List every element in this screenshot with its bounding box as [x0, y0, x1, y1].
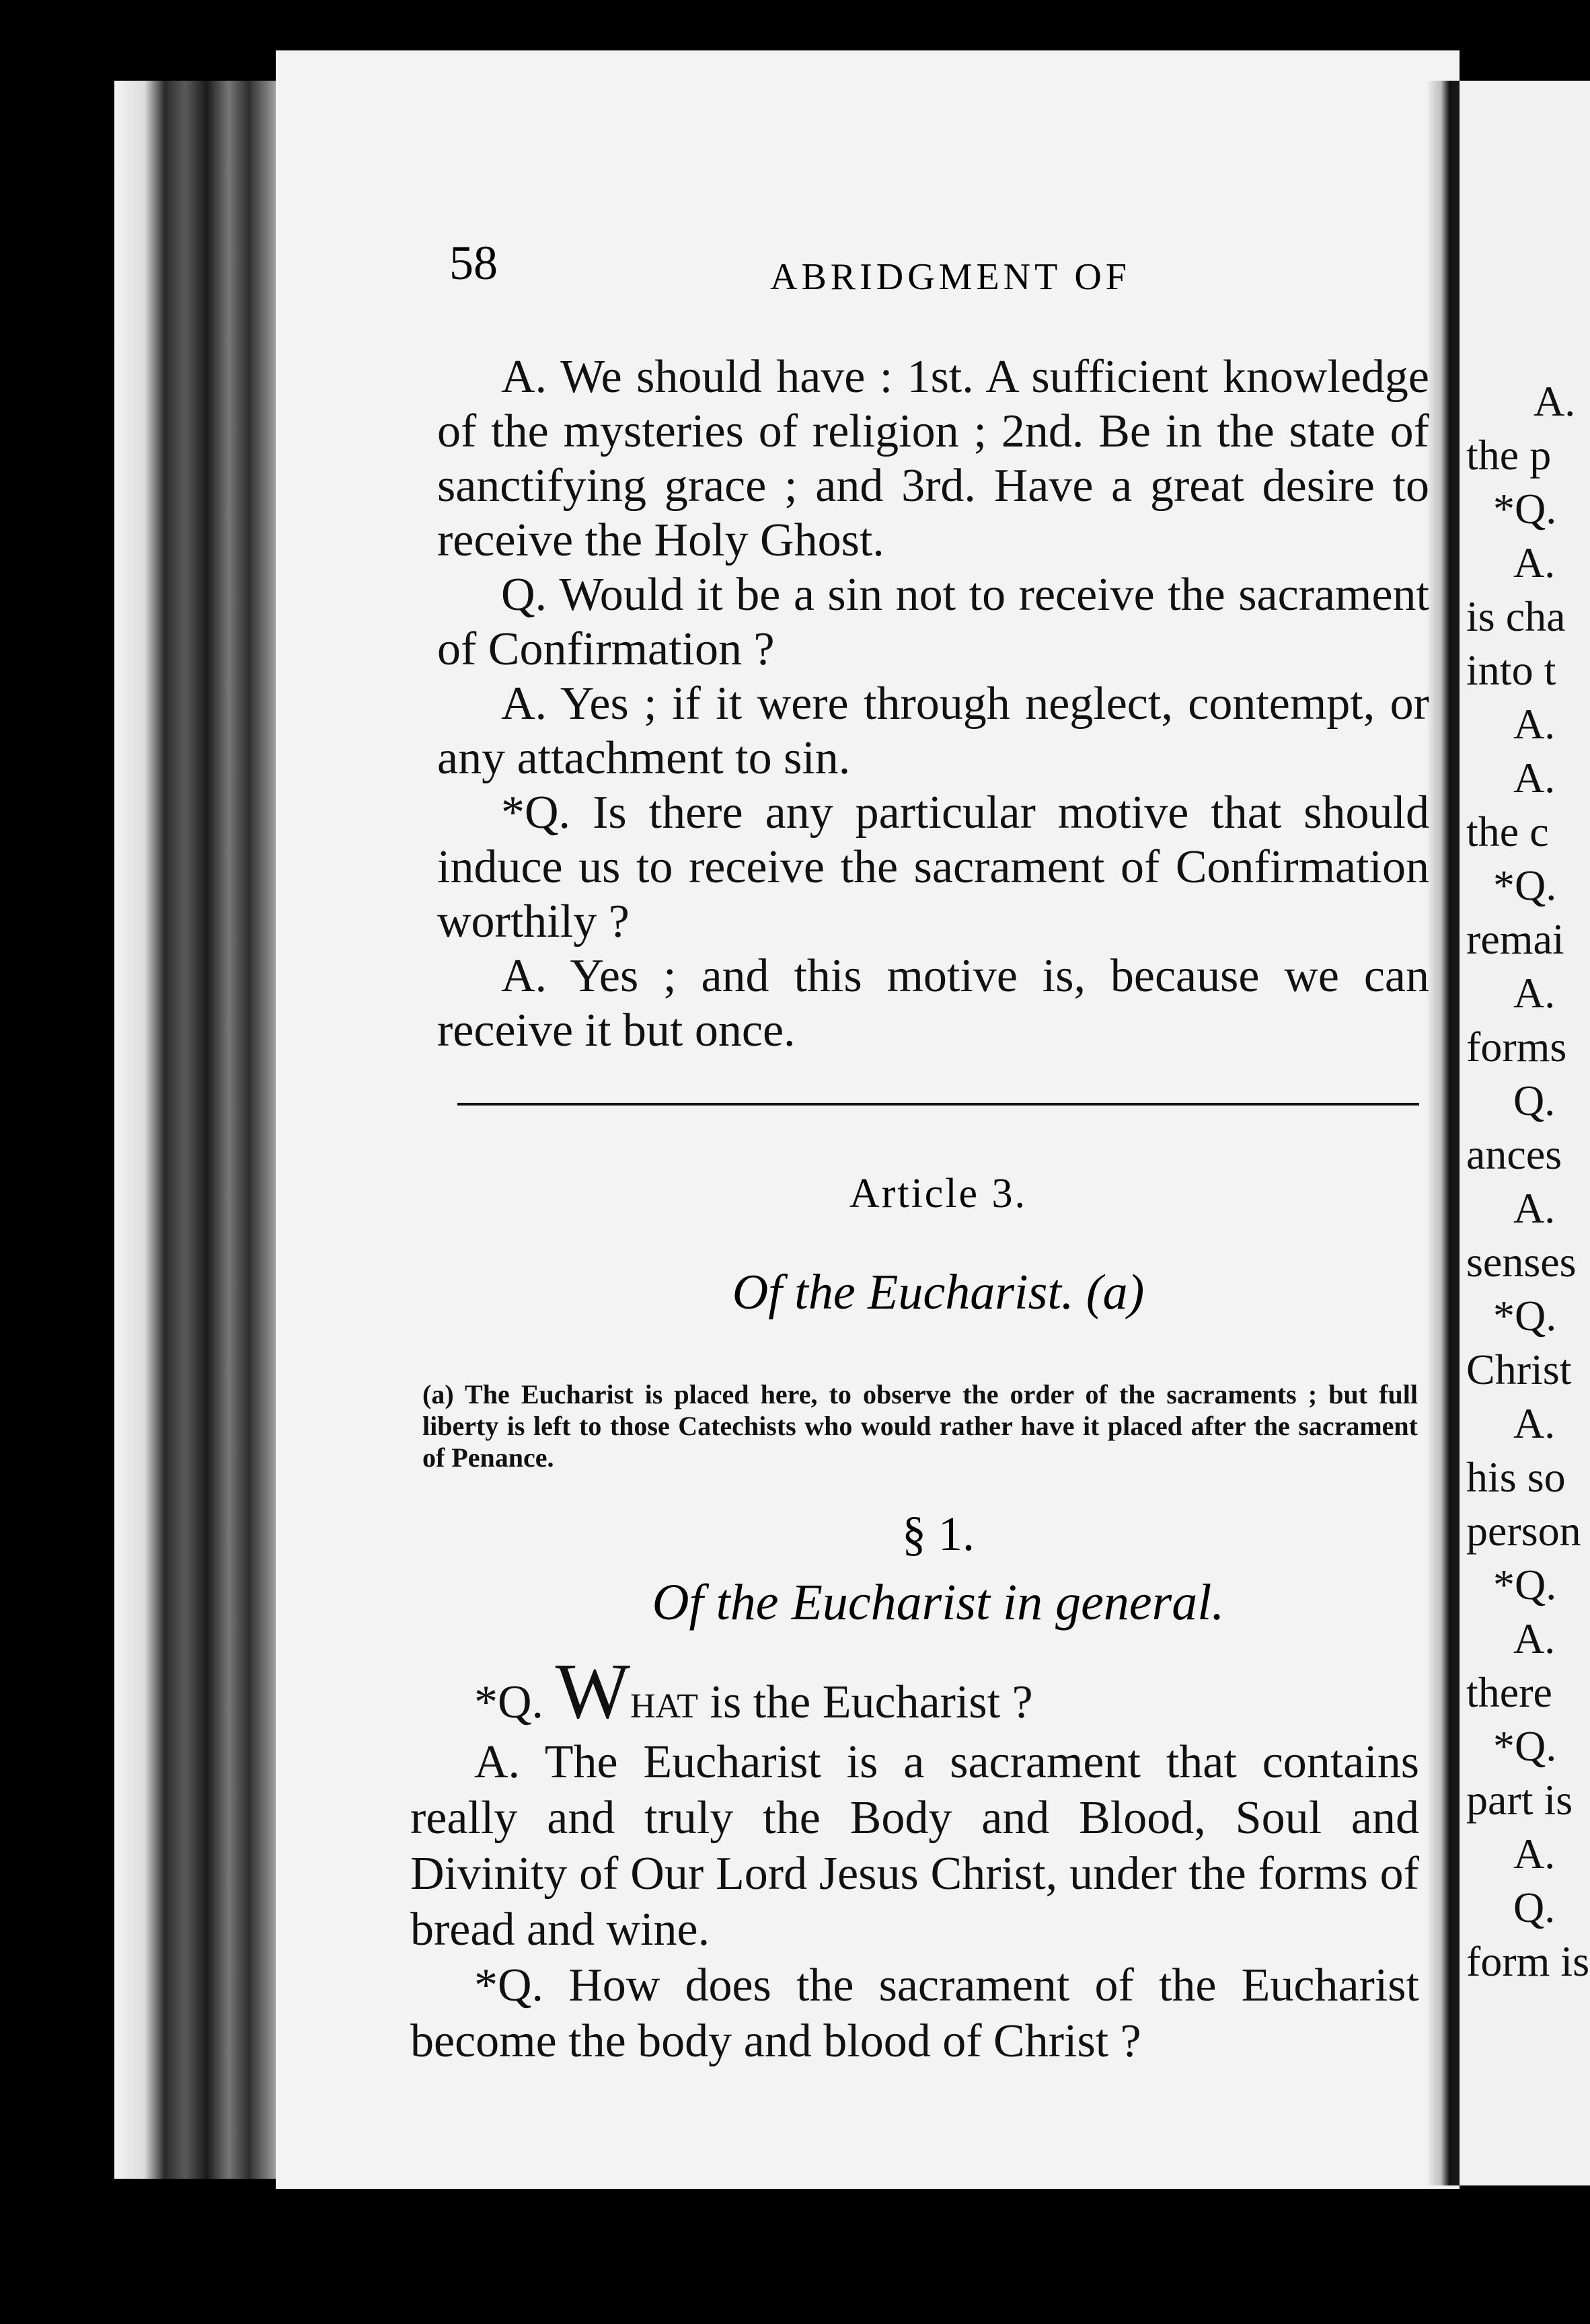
- paragraph: A. Yes ; if it were through neglect, contempt, or any attachment to sin.: [437, 678, 1429, 784]
- article-heading: Article 3.: [849, 1171, 1028, 1216]
- paragraph: *Q. Is there any particular motive that should induce us to receive the sacrament of Confirmation worthily ?: [437, 787, 1429, 947]
- article-subtitle: Of the Eucharist. (a): [732, 1265, 1145, 1320]
- right-fragment: part is: [1466, 1776, 1573, 1824]
- right-fragment: the c: [1466, 808, 1549, 855]
- right-fragment: *Q.: [1493, 485, 1557, 533]
- right-fragment: *Q.: [1493, 861, 1557, 909]
- right-fragment: senses: [1466, 1238, 1577, 1286]
- right-fragment: A.: [1534, 377, 1576, 425]
- section-title: Of the Eucharist in general.: [652, 1574, 1225, 1631]
- book-edge: [114, 81, 282, 2179]
- right-fragment: ances: [1466, 1130, 1562, 1178]
- running-head: ABRIDGMENT OF: [770, 256, 1131, 298]
- right-fragment: Christ: [1466, 1346, 1572, 1393]
- right-fragment: *Q.: [1493, 1561, 1557, 1609]
- paragraph: *Q. How does the sacrament of the Eucharist become the body and blood of Christ ?: [410, 1960, 1419, 2067]
- bottom-paragraphs: [410, 1647, 1419, 2069]
- right-fragment: A.: [1513, 1615, 1556, 1662]
- question-text: is the Eucharist ?: [698, 1676, 1033, 1728]
- right-fragment: A.: [1513, 1830, 1556, 1877]
- right-fragment: forms: [1466, 1023, 1567, 1071]
- right-fragment: A.: [1513, 969, 1556, 1017]
- right-fragment: *Q.: [1493, 1292, 1557, 1340]
- right-fragment: Q.: [1513, 1884, 1556, 1931]
- small-caps-word: HAT: [630, 1687, 699, 1726]
- horizontal-rule: [457, 1103, 1419, 1106]
- right-fragment: his so: [1466, 1453, 1566, 1501]
- page-number: 58: [449, 236, 498, 290]
- right-fragment: is cha: [1466, 592, 1566, 640]
- right-fragment: the p: [1466, 431, 1552, 479]
- right-fragment: A.: [1513, 539, 1556, 586]
- right-fragment: A.: [1513, 754, 1556, 802]
- right-fragment: Q.: [1513, 1077, 1556, 1124]
- right-fragment: *Q.: [1493, 1722, 1557, 1770]
- right-fragment: A.: [1513, 1184, 1556, 1232]
- right-fragment: form is: [1466, 1937, 1590, 1985]
- paragraph: A. We should have : 1st. A sufficient knowledge of the mysteries of religion ; 2nd. Be in the state of sanctifying grace ; and 3rd. Have a great desire to receive the Holy Ghost.: [437, 351, 1429, 566]
- right-fragment: remai: [1466, 915, 1564, 963]
- book-gutter: [1426, 81, 1460, 2185]
- paragraph: A. The Eucharist is a sacrament that contains really and truly the Body and Blood, Soul and Divinity of Our Lord Jesus Christ, under the forms of bread and wine.: [410, 1736, 1419, 1955]
- drop-cap: W: [555, 1647, 630, 1735]
- paragraph: Q. Would it be a sin not to receive the sacrament of Confirmation ?: [437, 569, 1429, 675]
- section-number: § 1.: [902, 1507, 975, 1561]
- right-fragment: into t: [1466, 646, 1556, 694]
- question-prefix: *Q.: [474, 1676, 544, 1728]
- right-fragment: A.: [1513, 1399, 1556, 1447]
- question-paragraph: [410, 1647, 1419, 1735]
- footnote: (a) The Eucharist is placed here, to observe the order of the sacraments ; but full liberty is left to those Catechists who would rather have it placed after the sacrament of Penance.: [422, 1379, 1418, 1473]
- right-fragment: person: [1466, 1507, 1581, 1555]
- paragraph: A. Yes ; and this motive is, because we can receive it but once.: [437, 950, 1429, 1056]
- right-fragment: there: [1466, 1668, 1552, 1716]
- top-paragraphs: [437, 350, 1429, 1058]
- right-fragment: A.: [1513, 700, 1556, 748]
